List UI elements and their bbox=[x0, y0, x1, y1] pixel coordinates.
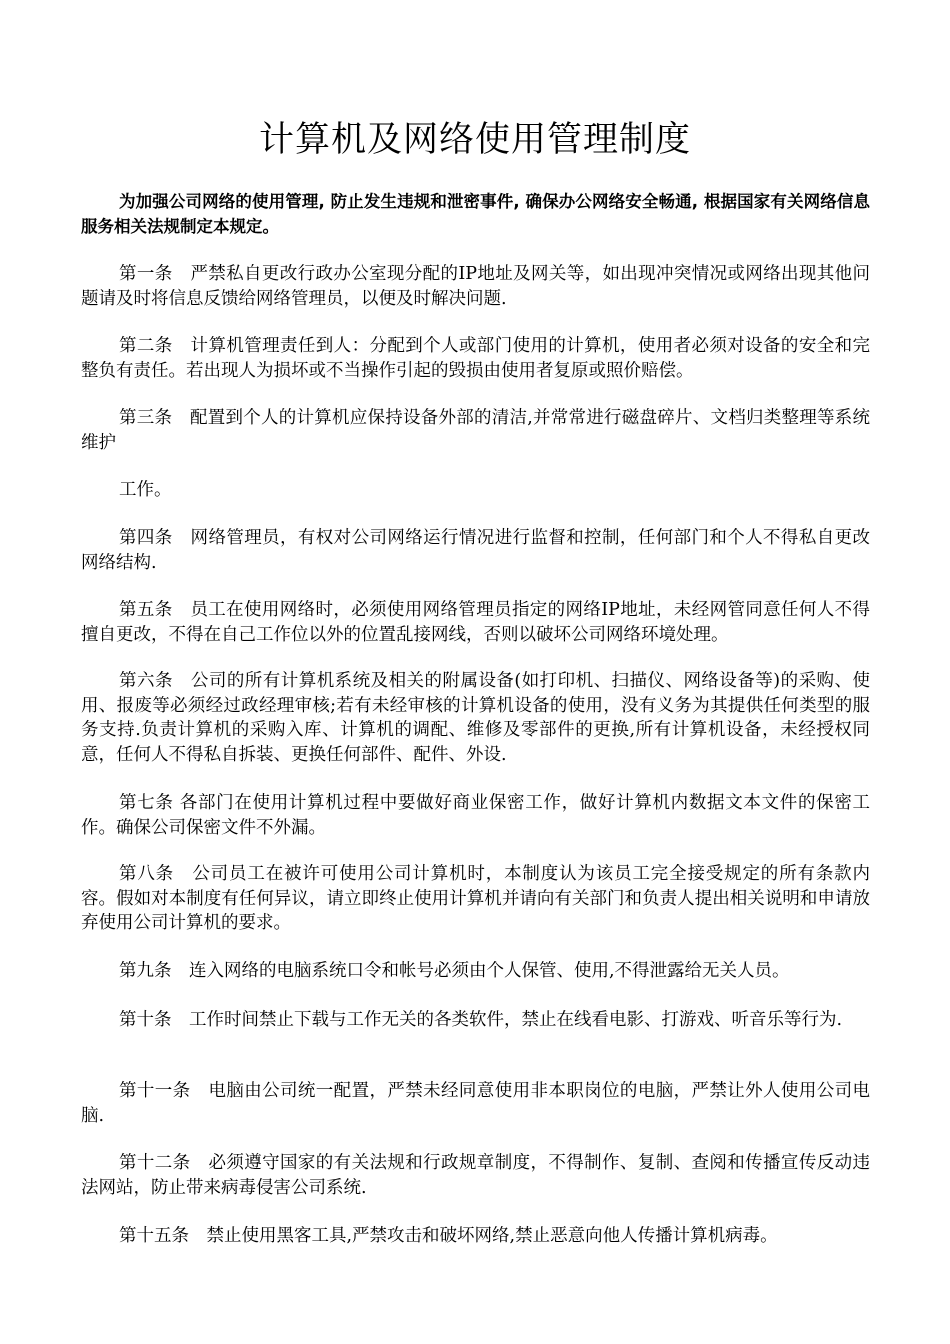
intro-paragraph: 为加强公司网络的使用管理, 防止发生违规和泄密事件, 确保办公网络安全畅通, 根据国家有关网络信息服务相关法规制定本规定。 bbox=[81, 192, 870, 236]
article-4: 第四条 网络管理员，有权对公司网络运行情况进行监督和控制，任何部门和个人不得私自更改网络结构. bbox=[81, 528, 870, 573]
article-11: 第十一条 电脑由公司统一配置，严禁未经同意使用非本职岗位的电脑，严禁让外人使用公司电脑. bbox=[81, 1081, 870, 1126]
article-3-continuation: 工作。 bbox=[119, 480, 172, 500]
article-9: 第九条 连入网络的电脑系统口令和帐号必须由个人保管、使用,不得泄露给无关人员。 bbox=[119, 961, 790, 981]
article-5: 第五条 员工在使用网络时，必须使用网络管理员指定的网络IP地址，未经网管同意任何人不得擅自更改，不得在自己工作位以外的位置乱接网线，否则以破坏公司网络环境处理。 bbox=[81, 600, 870, 645]
article-7: 第七条 各部门在使用计算机过程中要做好商业保密工作，做好计算机内数据文本文件的保密工作。确保公司保密文件不外漏。 bbox=[81, 793, 870, 838]
article-12: 第十二条 必须遵守国家的有关法规和行政规章制度，不得制作、复制、查阅和传播宣传反动违法网站，防止带来病毒侵害公司系统. bbox=[81, 1153, 870, 1198]
article-6: 第六条 公司的所有计算机系统及相关的附属设备(如打印机、扫描仪、网络设备等)的采购、使用、报废等必须经过政经理审核;若有未经审核的计算机设备的使用，没有义务为其提供任何类型的服务支持.负责计算机的采购入库、计算机的调配、维修及零部件的更换,所有计算机设备，未经授权同意，任何人不得私自拆装、更换任何部件、配件、外设. bbox=[81, 671, 870, 765]
article-1: 第一条 严禁私自更改行政办公室现分配的IP地址及网关等，如出现冲突情况或网络出现其他问题请及时将信息反馈给网络管理员，以便及时解决问题. bbox=[81, 264, 870, 309]
page-title: 计算机及网络使用管理制度 bbox=[258, 120, 691, 160]
article-3: 第三条 配置到个人的计算机应保持设备外部的清洁,并常常进行磁盘碎片、文档归类整理等系统维护 bbox=[81, 408, 870, 453]
article-10: 第十条 工作时间禁止下载与工作无关的各类软件，禁止在线看电影、打游戏、听音乐等行为. bbox=[119, 1010, 843, 1030]
article-15: 第十五条 禁止使用黑客工具,严禁攻击和破坏网络,禁止恶意向他人传播计算机病毒。 bbox=[119, 1226, 778, 1246]
article-2: 第二条 计算机管理责任到人：分配到个人或部门使用的计算机，使用者必须对设备的安全和完整负有责任。若出现人为损坏或不当操作引起的毁损由使用者复原或照价赔偿。 bbox=[81, 336, 870, 381]
article-8: 第八条 公司员工在被许可使用公司计算机时，本制度认为该员工完全接受规定的所有条款内容。假如对本制度有任何异议，请立即终止使用计算机并请向有关部门和负责人提出相关说明和申请放弃使用公司计算机的要求。 bbox=[81, 864, 870, 933]
